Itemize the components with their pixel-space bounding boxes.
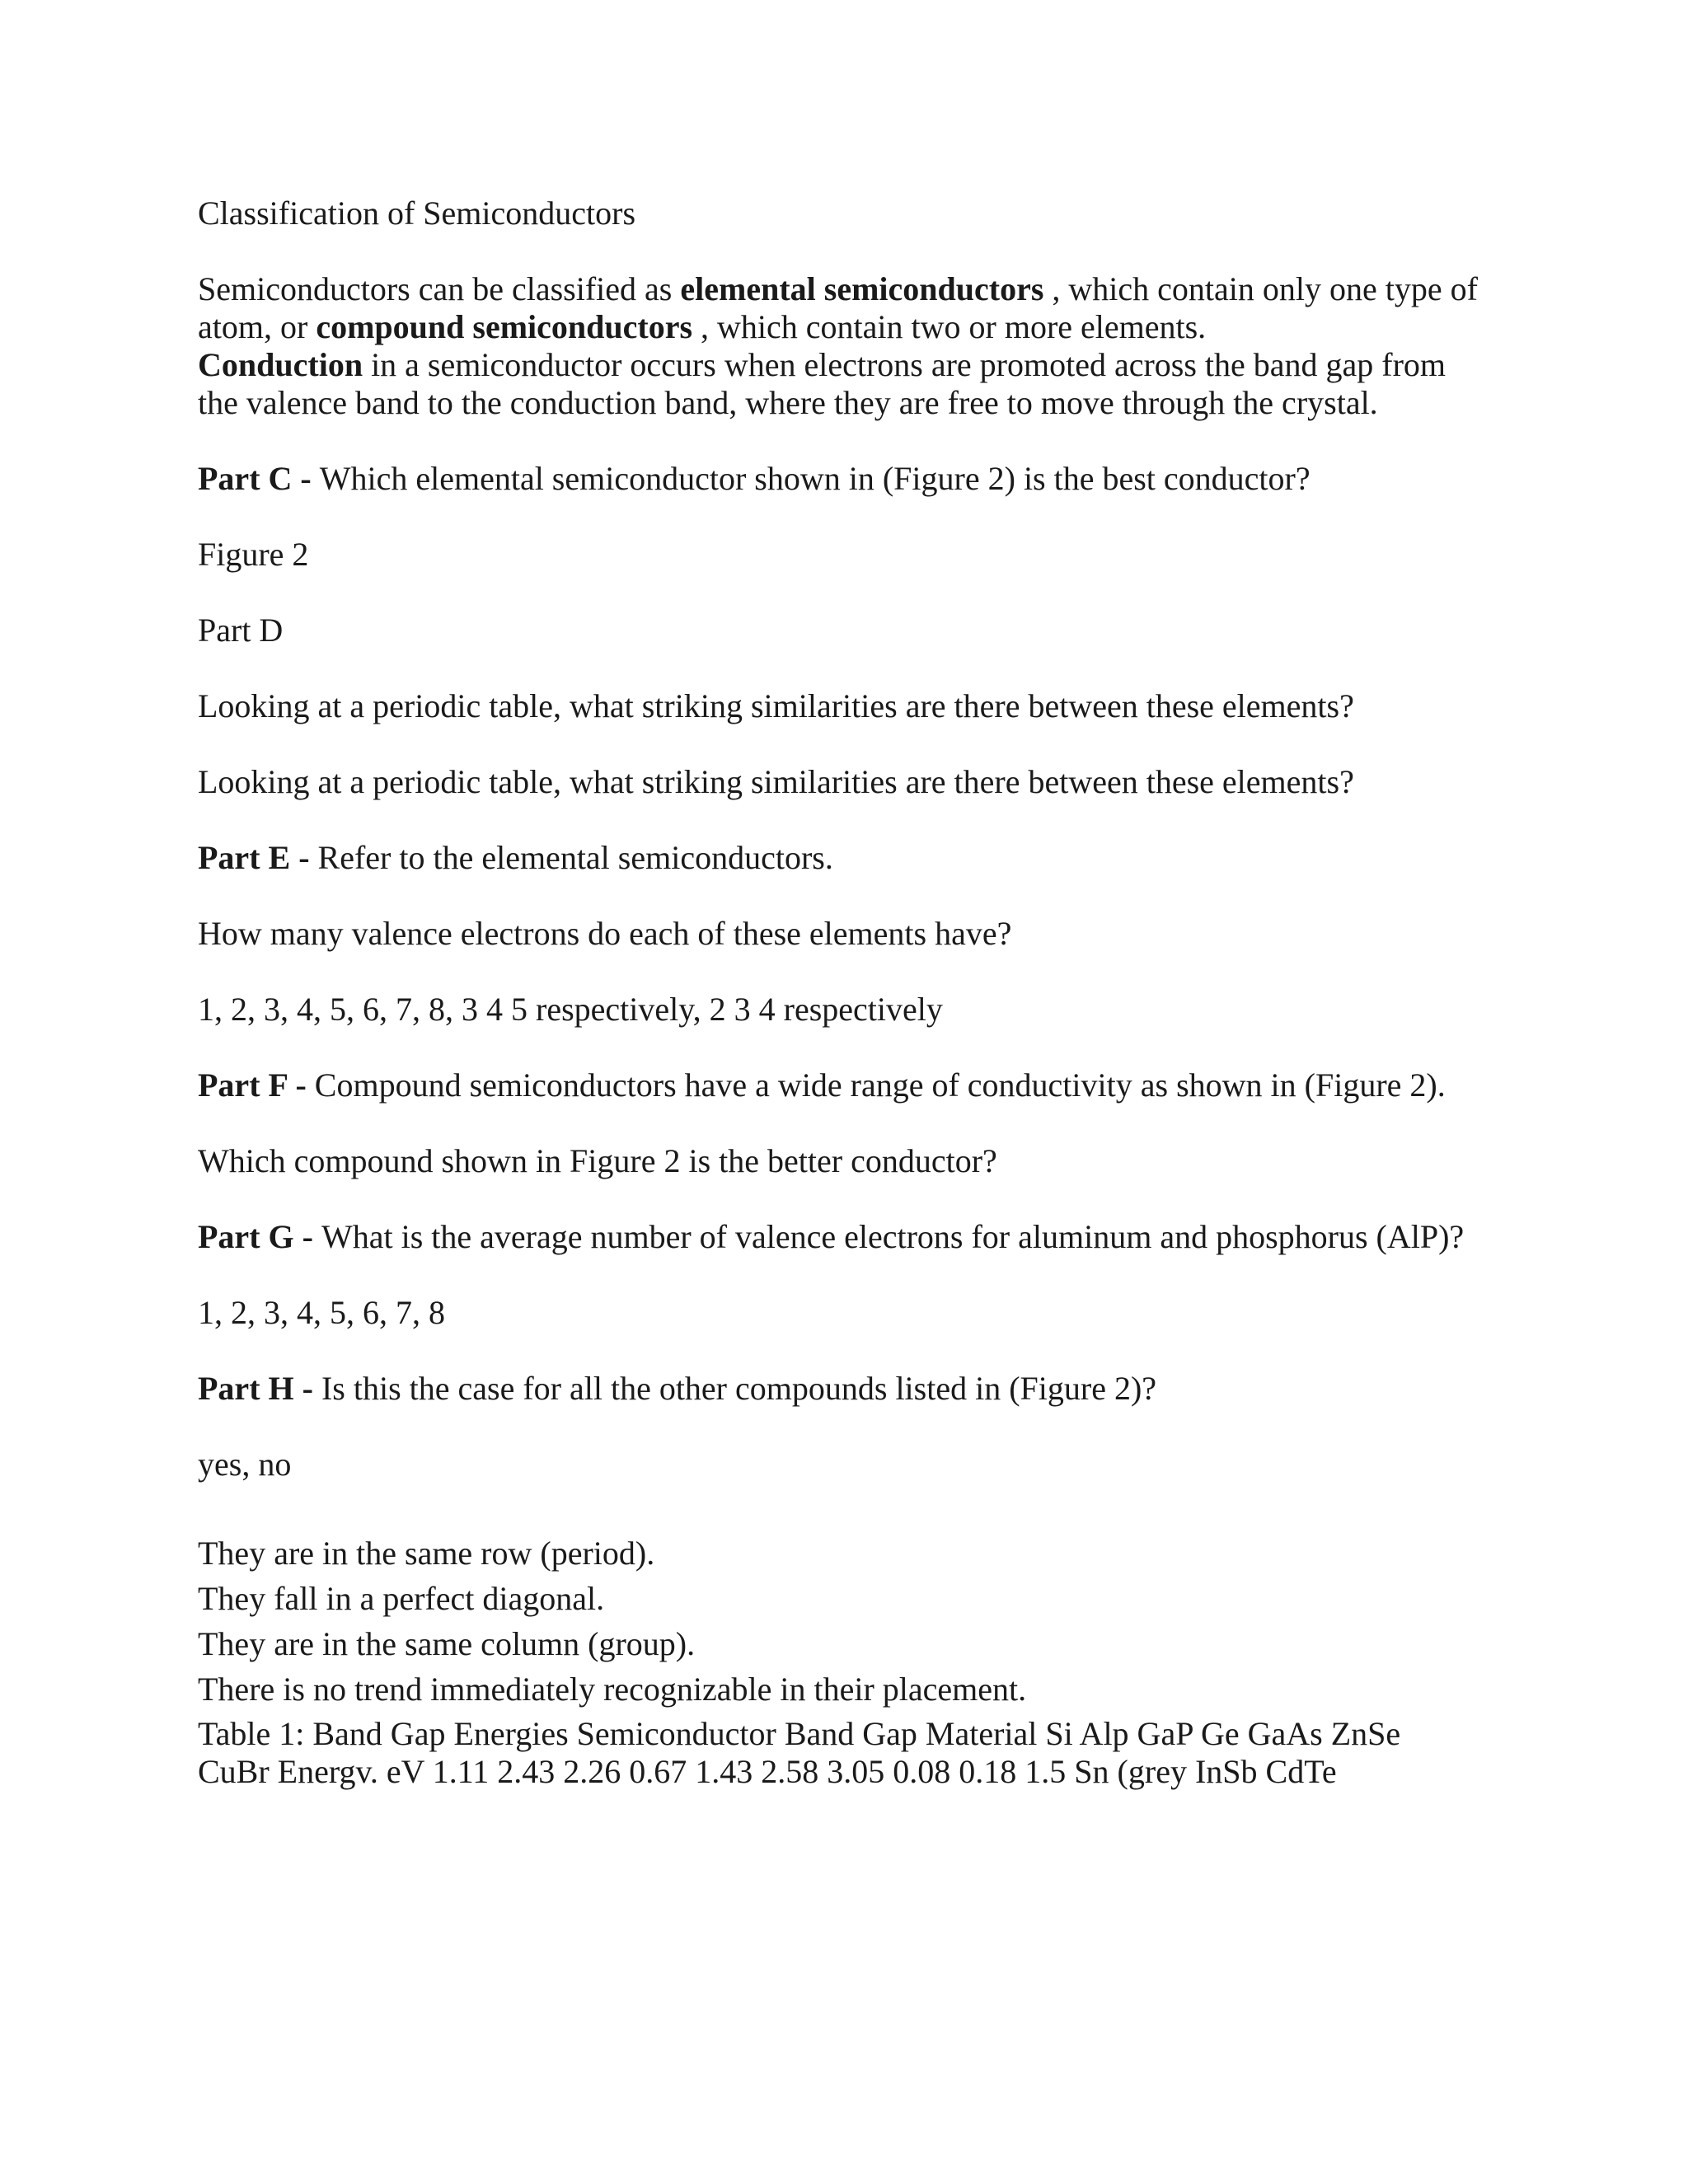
- part-h-text: Is this the case for all the other compounds listed in (Figure 2)?: [321, 1370, 1157, 1407]
- choice-item: They are in the same column (group).: [198, 1625, 696, 1662]
- intro-text: atom, or: [198, 308, 316, 345]
- choice-item: They are in the same row (period).: [198, 1535, 655, 1572]
- table-text-line-1: Table 1: Band Gap Energies Semiconductor Band Gap Material Si Alp GaP Ge GaAs ZnSe: [198, 1715, 1401, 1752]
- part-h-options: yes, no: [198, 1446, 292, 1483]
- part-f-subquestion: Which compound shown in Figure 2 is the better conductor?: [198, 1142, 997, 1179]
- part-e-label: Part E -: [198, 839, 318, 876]
- intro-text: , which contain only one type of: [1043, 270, 1478, 307]
- part-c-question: [198, 460, 1311, 498]
- part-d-question-1: Looking at a periodic table, what striking similarities are there between these elements?: [198, 687, 1354, 724]
- intro-text: Semiconductors can be classified as: [198, 270, 681, 307]
- document-title: Classification of Semiconductors: [198, 194, 636, 232]
- part-e-question: [198, 839, 833, 877]
- part-h-question: [198, 1370, 1156, 1408]
- part-c-label: Part C -: [198, 460, 320, 497]
- part-g-question: [198, 1218, 1464, 1256]
- intro-text: in a semiconductor occurs when electrons are promoted across the band gap from: [363, 346, 1447, 383]
- document-page: [198, 0, 1533, 2184]
- part-c-text: Which elemental semiconductor shown in (Figure 2) is the best conductor?: [319, 460, 1311, 497]
- part-g-text: What is the average number of valence electrons for aluminum and phosphorus (AlP)?: [321, 1218, 1465, 1255]
- part-e-text: Refer to the elemental semiconductors.: [317, 839, 833, 876]
- part-d-label: Part D: [198, 612, 284, 649]
- intro-line-3: [198, 346, 1446, 384]
- intro-line-1: [198, 270, 1478, 308]
- part-h-label: Part H -: [198, 1370, 321, 1407]
- term-compound: compound semiconductors: [316, 308, 693, 345]
- part-f-label: Part F -: [198, 1066, 315, 1104]
- part-g-options: 1, 2, 3, 4, 5, 6, 7, 8: [198, 1294, 445, 1331]
- part-f-question: [198, 1066, 1446, 1104]
- part-f-text: Compound semiconductors have a wide range of conductivity as shown in (Figure 2).: [314, 1066, 1446, 1104]
- intro-line-4: the valence band to the conduction band, where they are free to move through the crystal.: [198, 384, 1378, 421]
- term-conduction: Conduction: [198, 346, 363, 383]
- figure-2-label: Figure 2: [198, 536, 309, 573]
- part-d-question-2: Looking at a periodic table, what striking similarities are there between these elements?: [198, 763, 1354, 800]
- table-text-line-2: CuBr Energv. eV 1.11 2.43 2.26 0.67 1.43 2.58 3.05 0.08 0.18 1.5 Sn (grey InSb CdTe: [198, 1753, 1337, 1790]
- choice-item: They fall in a perfect diagonal.: [198, 1580, 605, 1617]
- part-e-subquestion: How many valence electrons do each of these elements have?: [198, 915, 1012, 952]
- intro-text: , which contain two or more elements.: [692, 308, 1207, 345]
- part-e-options: 1, 2, 3, 4, 5, 6, 7, 8, 3 4 5 respectively, 2 3 4 respectively: [198, 991, 943, 1028]
- term-elemental: elemental semiconductors: [680, 270, 1044, 307]
- intro-line-2: [198, 308, 1206, 346]
- choice-item: There is no trend immediately recognizable in their placement.: [198, 1671, 1027, 1708]
- part-g-label: Part G -: [198, 1218, 321, 1255]
